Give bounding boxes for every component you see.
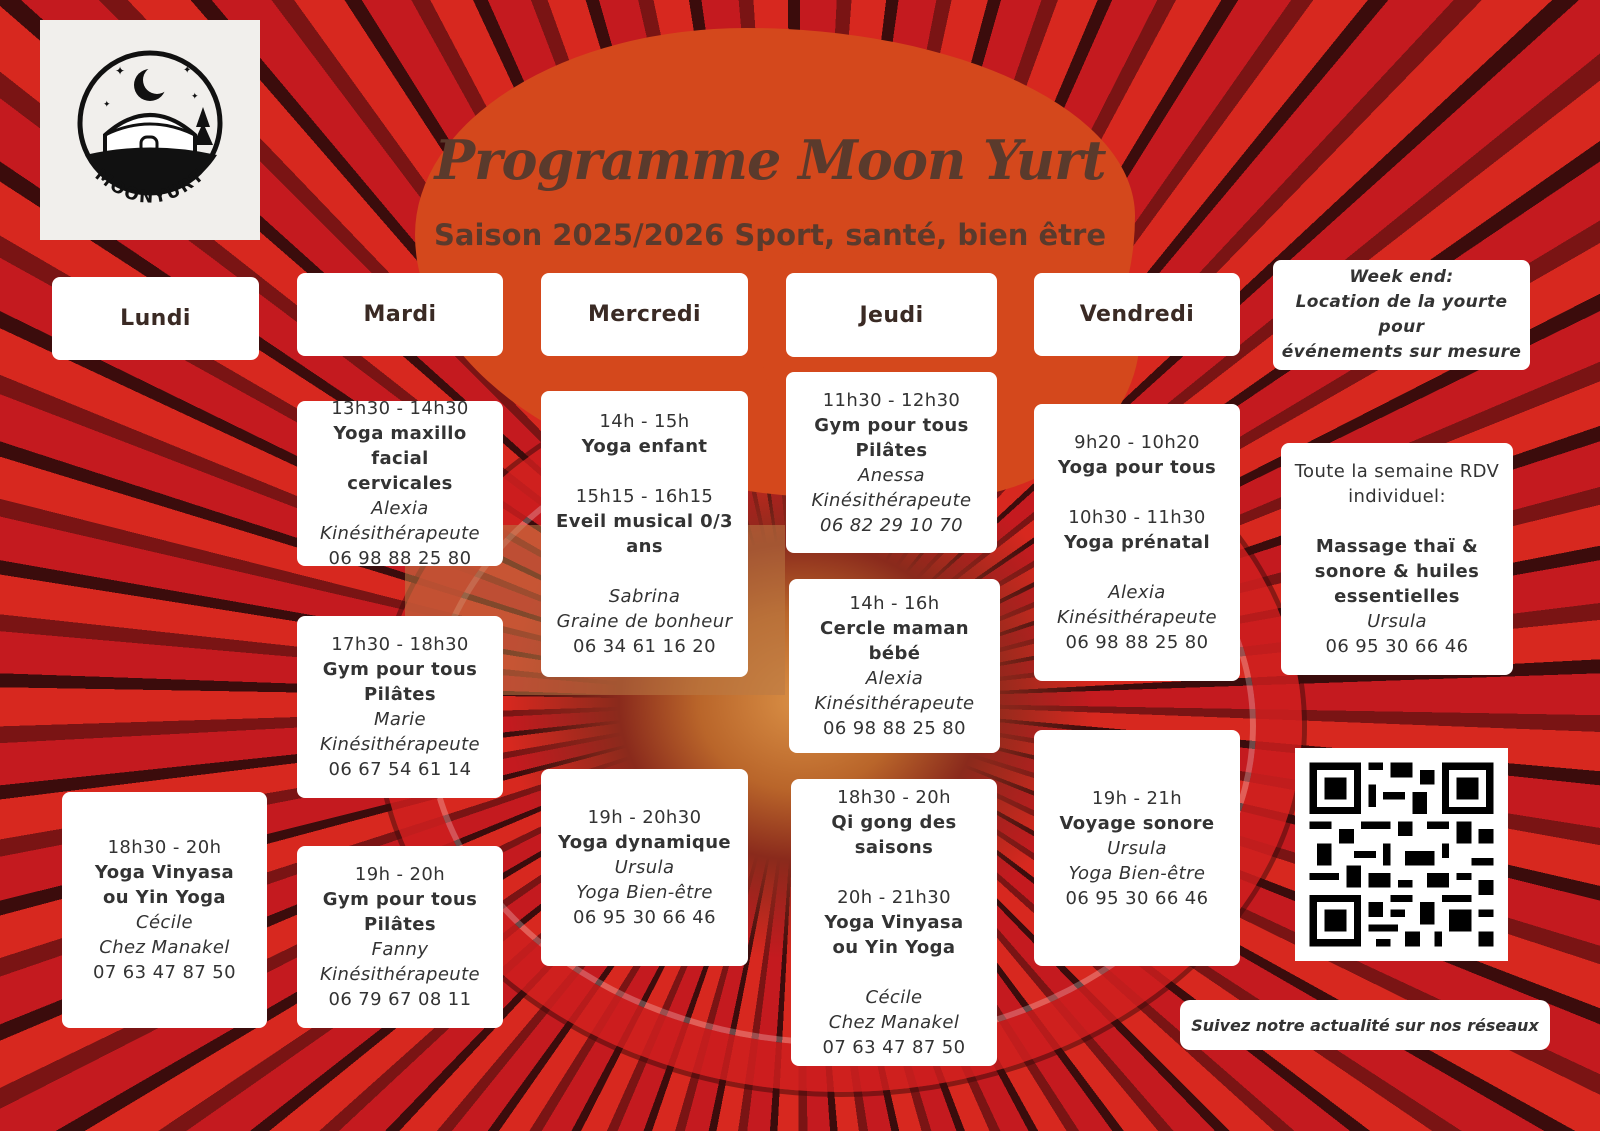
- phone-number: 06 95 30 66 46: [1325, 636, 1469, 657]
- instructor-role: Chez Manakel: [828, 1012, 960, 1033]
- class-time: 18h30 - 20h: [107, 837, 222, 858]
- spacer: [1287, 509, 1507, 534]
- mardi-class-card: [297, 616, 503, 798]
- jeudi-class-card: [791, 779, 997, 1066]
- phone-number: 07 63 47 87 50: [822, 1037, 966, 1058]
- mardi-class-card: [297, 398, 503, 569]
- instructor-name: Cécile: [135, 912, 193, 933]
- class-activity: Voyage sonore: [1059, 812, 1215, 834]
- phone-number: 06 98 88 25 80: [822, 718, 966, 739]
- instructor-name: Ursula: [614, 857, 675, 878]
- spacer: [1040, 555, 1234, 580]
- spacer: [1040, 480, 1234, 505]
- instructor-role: Kinésithérapeute: [814, 693, 975, 714]
- class-time: 14h - 16h: [849, 593, 940, 614]
- instructor-name: Fanny: [371, 939, 429, 960]
- mercredi-class-card: [541, 769, 748, 966]
- phone-number: 06 67 54 61 14: [328, 759, 472, 780]
- class-time: 17h30 - 18h30: [331, 634, 469, 655]
- class-time: 18h30 - 20h: [837, 787, 951, 808]
- qr-code-icon: [1295, 748, 1508, 961]
- spacer: [797, 960, 991, 985]
- day-header-vendredi: Vendredi: [1034, 273, 1240, 356]
- instructor-name: Sabrina: [608, 586, 681, 607]
- qr-code[interactable]: [1295, 748, 1508, 961]
- weekend-line-3: événements sur mesure: [1281, 342, 1522, 362]
- instructor-role: Kinésithérapeute: [319, 734, 481, 755]
- spacer: [797, 860, 991, 885]
- class-time: 15h15 - 16h15: [575, 486, 714, 507]
- class-activity: Yoga Vinyasa: [94, 862, 235, 883]
- instructor-name: Marie: [373, 709, 427, 730]
- class-time: 14h - 15h: [599, 411, 690, 432]
- phone-number: 06 95 30 66 46: [572, 907, 716, 928]
- weekend-card: [1273, 260, 1530, 370]
- mardi-class-card: [297, 846, 503, 1028]
- lundi-class-card: [62, 792, 267, 1028]
- social-footer: Suivez notre actualité sur nos réseaux: [1180, 1000, 1550, 1050]
- instructor-name: Alexia: [1108, 582, 1166, 603]
- class-activity: Yoga pour tous: [1057, 457, 1217, 478]
- weekend-line-2: Location de la yourte pour: [1295, 292, 1508, 337]
- phone-number: 07 63 47 87 50: [92, 962, 236, 983]
- instructor-role: Kinésithérapeute: [811, 489, 972, 511]
- rdv-line-2: individuel:: [1348, 486, 1446, 507]
- logo: [40, 20, 260, 240]
- class-time: 20h - 21h30: [837, 887, 951, 908]
- class-activity: Pilâtes: [363, 914, 436, 935]
- class-time: 11h30 - 12h30: [822, 389, 961, 411]
- page-subtitle: Saison 2025/2026 Sport, santé, bien être: [433, 218, 1106, 252]
- class-activity: Yoga Vinyasa: [824, 912, 964, 933]
- class-activity: ans: [626, 536, 663, 557]
- instructor-role: Yoga Bien-être: [576, 882, 713, 903]
- instructor-name: Ursula: [1107, 837, 1167, 859]
- weekend-line-1: Week end:: [1349, 267, 1454, 287]
- instructor-name: Alexia: [371, 498, 429, 519]
- class-time: 13h30 - 14h30: [331, 398, 469, 419]
- phone-number: 06 95 30 66 46: [1065, 887, 1209, 909]
- class-activity: Gym pour tous: [322, 889, 478, 910]
- instructor-name: Cécile: [865, 987, 923, 1008]
- rdv-activity: essentielles: [1334, 586, 1460, 607]
- day-header-mardi: Mardi: [297, 273, 503, 356]
- vendredi-class-card: [1034, 730, 1240, 966]
- class-activity: saisons: [854, 837, 934, 858]
- class-activity: Qi gong des: [831, 812, 957, 833]
- class-time: 19h - 20h: [354, 864, 446, 885]
- class-activity: Pilâtes: [363, 684, 436, 705]
- svg-text:✦: ✦: [183, 65, 192, 76]
- instructor-role: Kinésithérapeute: [319, 964, 481, 985]
- brand-name: MOONYURT: [90, 165, 210, 208]
- phone-number: 06 98 88 25 80: [1065, 632, 1209, 653]
- yurt-icon: [55, 35, 245, 225]
- instructor-role: Graine de bonheur: [556, 611, 733, 632]
- class-activity: cervicales: [347, 473, 453, 494]
- instructor-name: Ursula: [1367, 611, 1427, 632]
- class-activity: Yoga maxillo facial: [333, 423, 467, 469]
- phone-number: 06 79 67 08 11: [328, 989, 472, 1010]
- instructor-role: Chez Manakel: [99, 937, 230, 958]
- instructor-role: Yoga Bien-être: [1068, 862, 1206, 884]
- day-header-jeudi: Jeudi: [786, 273, 997, 357]
- instructor-role: Kinésithérapeute: [319, 523, 481, 544]
- class-activity: ou Yin Yoga: [832, 937, 956, 958]
- class-activity: Yoga prénatal: [1063, 532, 1211, 553]
- class-time: 19h - 21h: [1091, 787, 1183, 809]
- class-activity: Eveil musical 0/3: [556, 511, 733, 532]
- class-time: 9h20 - 10h20: [1074, 432, 1200, 453]
- instructor-name: Anessa: [858, 464, 925, 486]
- spacer: [547, 459, 742, 484]
- class-time: 10h30 - 11h30: [1068, 507, 1206, 528]
- svg-text:✦: ✦: [103, 100, 111, 110]
- instructor-role: Kinésithérapeute: [1056, 607, 1218, 628]
- day-header-mercredi: Mercredi: [541, 273, 748, 356]
- rdv-line-1: Toute la semaine RDV: [1294, 461, 1500, 482]
- svg-text:✦: ✦: [115, 64, 126, 78]
- class-activity: Gym pour tous Pilâtes: [814, 414, 969, 461]
- vendredi-class-card: [1034, 404, 1240, 681]
- rdv-activity: sonore & huiles: [1314, 561, 1480, 582]
- class-activity: Gym pour tous: [322, 659, 478, 680]
- class-activity: Cercle maman bébé: [819, 618, 970, 664]
- spacer: [547, 559, 742, 584]
- rdv-activity: Massage thaï &: [1315, 536, 1479, 557]
- mercredi-class-card: [541, 391, 748, 677]
- class-activity: ou Yin Yoga: [103, 887, 226, 908]
- phone-number: 06 34 61 16 20: [572, 636, 716, 657]
- class-activity: Yoga enfant: [581, 436, 708, 457]
- class-time: 19h - 20h30: [587, 807, 702, 828]
- phone-number: 06 82 29 10 70: [819, 514, 963, 536]
- phone-number: 06 98 88 25 80: [328, 548, 472, 569]
- instructor-name: Alexia: [865, 668, 924, 689]
- class-activity: Yoga dynamique: [557, 832, 732, 853]
- rdv-card: [1281, 443, 1513, 675]
- day-header-lundi: Lundi: [52, 277, 259, 360]
- svg-text:✦: ✦: [191, 92, 199, 102]
- jeudi-class-card: [786, 372, 997, 553]
- jeudi-class-card: [789, 579, 1000, 753]
- page-title: Programme Moon Yurt: [434, 128, 1106, 192]
